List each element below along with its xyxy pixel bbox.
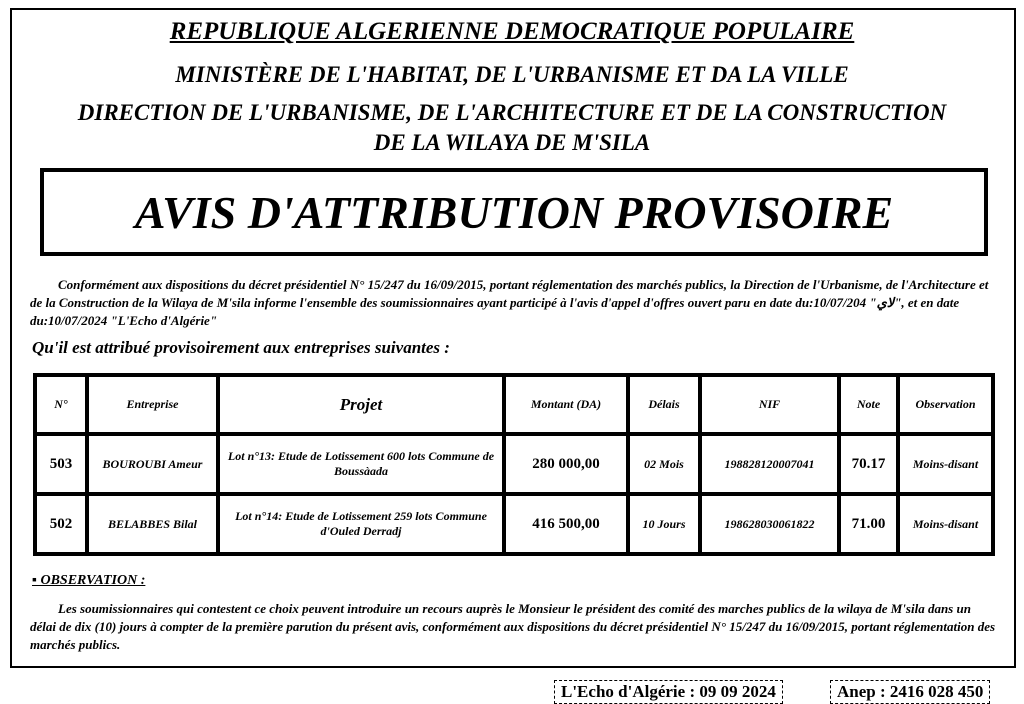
republic-heading: REPUBLIQUE ALGERIENNE DEMOCRATIQUE POPULAIRE <box>169 18 855 45</box>
cell-delais: 02 Mois <box>628 434 700 494</box>
col-header-observation: Observation <box>898 375 993 434</box>
cell-no: 503 <box>35 434 87 494</box>
table-row <box>35 434 993 494</box>
cell-nif: 198828120007041 <box>700 434 839 494</box>
cell-projet: Lot n°14: Etude de Lotissement 259 lots Commune d'Ouled Derradj <box>218 494 504 554</box>
notice-title: AVIS D'ATTRIBUTION PROVISOIRE <box>40 168 988 256</box>
observation-title: ▪ OBSERVATION : <box>32 573 146 588</box>
col-header-projet: Projet <box>218 375 504 434</box>
cell-delais: 10 Jours <box>628 494 700 554</box>
cell-note: 71.00 <box>839 494 898 554</box>
col-header-nif: NIF <box>700 375 839 434</box>
col-header-entreprise: Entreprise <box>87 375 218 434</box>
intro-paragraph: Conformément aux dispositions du décret présidentiel N° 15/247 du 16/09/2015, portant réglementation des marchés publics, la Direction de l'Urbanisme, de l'Architecture et de la Construction de la Wilaya de M'sila informe l'ensemble des soumissionnaires ayant participé à l'avis d'appel d'offres ouvert paru en date du:10/07/204 "لاي", et en date du:10/07/2024 "L'Echo d'Algérie" <box>30 277 989 328</box>
cell-entreprise: BELABBES Bilal <box>87 494 218 554</box>
ministry-heading: MINISTÈRE DE L'HABITAT, DE L'URBANISME ET DA LA VILLE <box>175 62 849 87</box>
observation-paragraph: Les soumissionnaires qui contestent ce choix peuvent introduire un recours auprès le Monsieur le président des comité des marches publics de la wilaya de M'sila dans un délai de dix (10) jours à compter de la première parution du présent avis, conformément aux dispositions du décret présidentiel N° 15/247 du 16/09/2015, portant réglementation des marchés publics. <box>30 601 996 652</box>
anep-reference: Anep : 2416 028 450 <box>830 680 990 704</box>
lead-text: Qu'il est attribué provisoirement aux entreprises suivantes : <box>32 338 450 357</box>
col-header-note: Note <box>839 375 898 434</box>
echo-reference: L'Echo d'Algérie : 09 09 2024 <box>554 680 783 704</box>
cell-entreprise: BOUROUBI Ameur <box>87 434 218 494</box>
wilaya-heading: DE LA WILAYA DE M'SILA <box>373 130 651 155</box>
cell-montant: 416 500,00 <box>504 494 628 554</box>
table-row <box>35 494 993 554</box>
cell-note: 70.17 <box>839 434 898 494</box>
cell-observation: Moins-disant <box>898 494 993 554</box>
col-header-no: N° <box>35 375 87 434</box>
cell-montant: 280 000,00 <box>504 434 628 494</box>
cell-no: 502 <box>35 494 87 554</box>
attribution-table <box>33 373 995 556</box>
cell-projet: Lot n°13: Etude de Lotissement 600 lots Commune de Boussàada <box>218 434 504 494</box>
table-header-row <box>35 375 993 434</box>
col-header-delais: Délais <box>628 375 700 434</box>
col-header-montant: Montant (DA) <box>504 375 628 434</box>
cell-nif: 198628030061822 <box>700 494 839 554</box>
cell-observation: Moins-disant <box>898 434 993 494</box>
direction-heading: DIRECTION DE L'URBANISME, DE L'ARCHITECTURE ET DE LA CONSTRUCTION <box>77 100 947 125</box>
